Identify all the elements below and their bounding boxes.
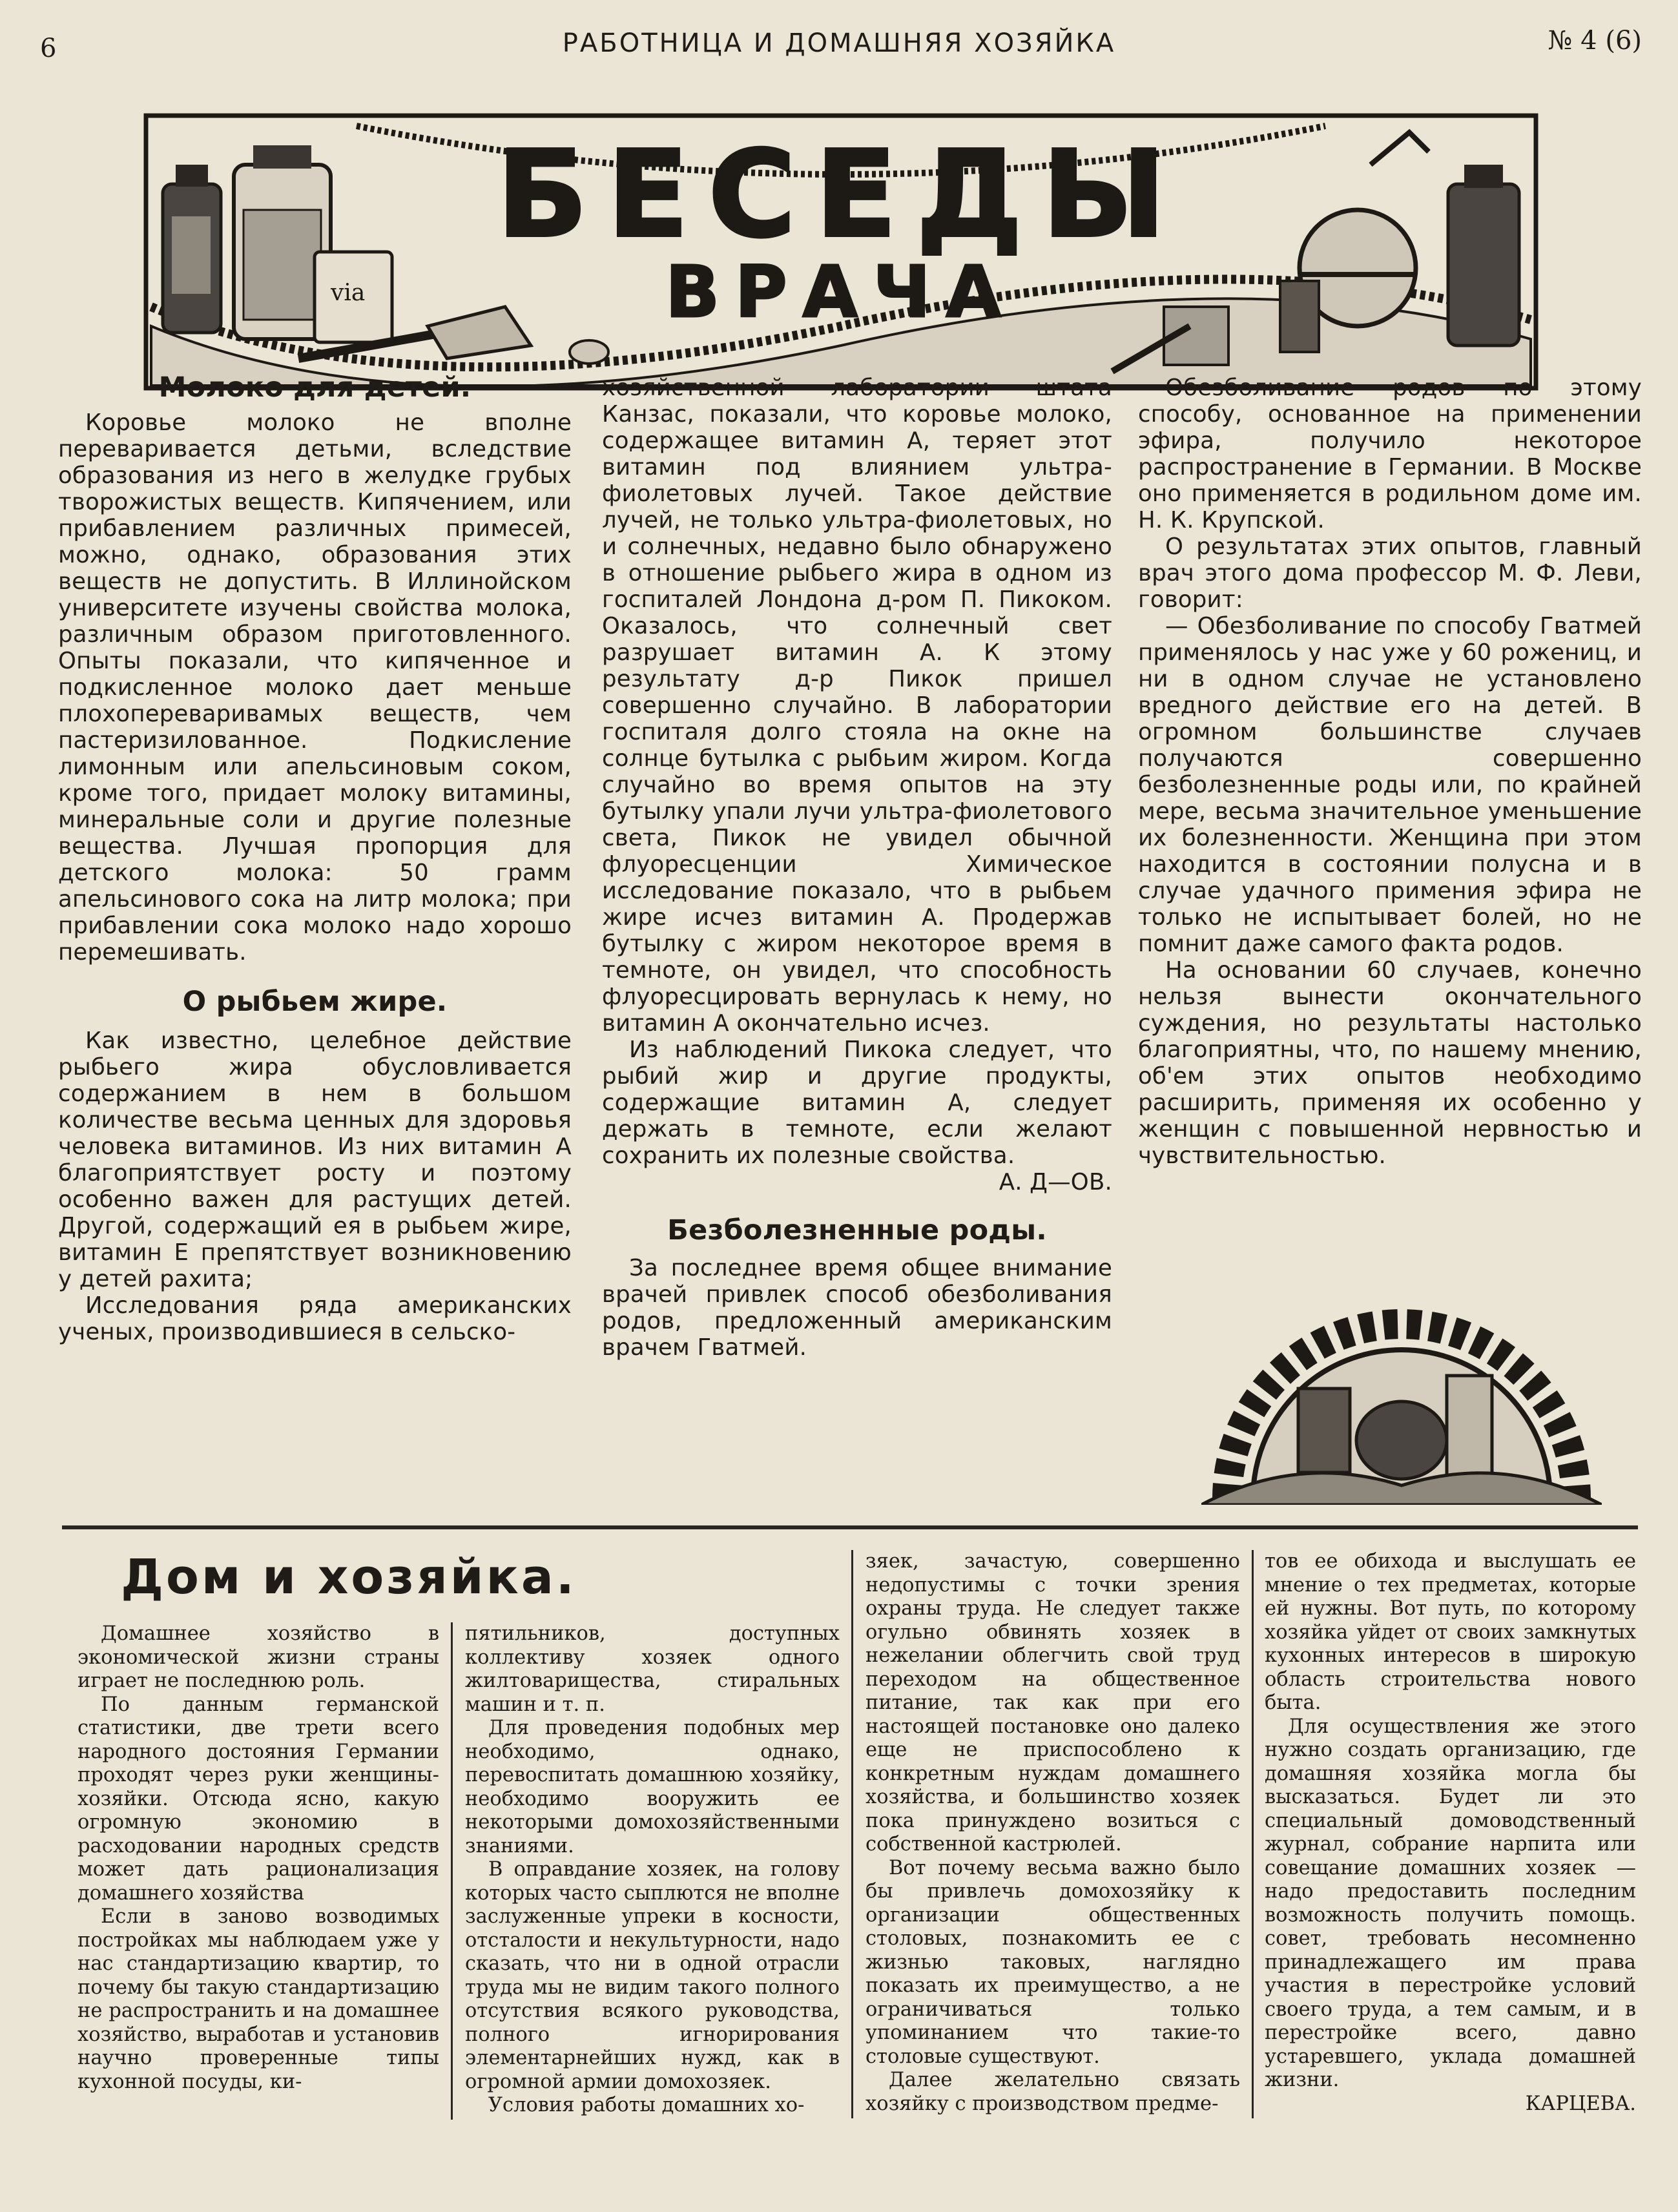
paragraph: зяек, зачастую, совершенно недопустимы с точки зрения охраны труда. Не следует также огульно обвинять хозяек в нежелании облегчить свой труд переходом на общественное питание, так как при его настоящей постановке оно далеко еще не приспособлено к конкретным нуждам домашнего хозяйства, и большинство хозяек пока принуждено возиться с собственной кастрюлей.	[865, 1550, 1240, 1855]
page-number: 6	[40, 34, 57, 63]
column-divider	[451, 1622, 453, 2120]
paragraph: Далее желательно связать хозяйку с производством предме-	[865, 2069, 1240, 2115]
column-divider	[1252, 1550, 1254, 2118]
lower-column-2	[465, 1622, 840, 2118]
bottle-label: via	[331, 280, 366, 306]
paragraph: В оправдание хозяек, на голову которых часто сыплются не вполне заслуженные упреки в косности, отсталости и некультурности, надо сказать, что ни в одной отрасли труда мы не видим такого полного отсутствия всякого руководства, полного игнорирования элементарнейших нужд, как в огромной армии домохозяек.	[465, 1858, 840, 2093]
paragraph: Для осуществления же этого нужно создать организацию, где домашняя хозяйка могла бы высказаться. Будет ли это специальный домоводственный журнал, собрание нарпита или совещание домашних хозяек — надо предоставить последним возможность получить помощь. совет, требовать несомненно принадлежащего им права участия в перестройке условий своего труда, а тем самым, и в перестройке всего, давно устаревшего, уклада домашней жизни.	[1265, 1715, 1636, 2091]
signature: А. Д—ОВ.	[999, 1169, 1112, 1195]
gear-ornament-icon	[1201, 1292, 1602, 1505]
paragraph: тов ее обихода и выслушать ее мнение о тех предметах, которые ей нужны. Вот путь, по которому хозяйка уйдет от своих замкнутых кухонных интересов в широкую область строительства нового быта.	[1265, 1550, 1636, 1714]
heading-fish-oil: О рыбьем жире.	[182, 986, 448, 1018]
paragraph: Исследования ряда американских ученых, производившиеся в сельско-	[58, 1292, 572, 1345]
article-column-2	[602, 375, 1112, 1361]
issue-number: № 4 (6)	[1548, 26, 1642, 56]
paragraph: Коровье молоко не вполне переваривается детьми, вследствие образования из него в желудке грубых творожистых веществ. Кипячением, или прибавлением различных примесей, можно, однако, образования этих веществ не допустить. В Иллинойском университете изучены свойства молока, различным образом приготовленного. Опыты показали, что кипяченное и подкисленное молоко дает меньше плохопереваривамых веществ, чем пастеризилованное. Подкисление лимонным или апельсиновым соком, кроме того, придает молоку витамины, минеральные соли и другие полезные вещества. Лучшая пропорция для детского молока: 50 грамм апельсинового сока на литр молока; при прибавлении сока молоко надо хорошо перемешивать.	[58, 409, 572, 966]
heading-milk-for-children: Молоко для детей.	[158, 371, 471, 404]
doctor-talks-banner	[143, 113, 1538, 391]
paragraph: По данным германской статистики, две трети всего народного достояния Германии проходят через руки женщины-хозяйки. Отсюда ясно, какую огромную экономию в расходовании народных средств может дать рационализация домашнего хозяйства	[78, 1693, 439, 1905]
paragraph: Из наблюдений Пикока следует, что рыбий жир и другие продукты, содержащие витамин А, следует держать в темноте, если желают сохранить их полезные свойства.	[602, 1037, 1112, 1169]
paragraph: Если в заново возводимых постройках мы наблюдаем уже у нас стандартизацию квартир, то почему бы такую стандартизацию не распространить и на домашнее хозяйство, выработав и установив научно проверенные типы кухонной посуды, ки-	[78, 1905, 439, 2093]
lower-column-4	[1265, 1550, 1636, 2116]
paragraph: Как известно, целебное действие рыбьего жира обусловливается содержанием в нем в большом количестве весьма ценных для здоровья человека витаминов. Из них витамин А благоприятствует росту и поэтому особенно важен для растущих детей. Другой, содержащий ея в рыбьем жире, витамин Е препятствует возникновению у детей рахита;	[58, 1028, 572, 1292]
article-column-1	[58, 369, 572, 1345]
signature: КАРЦЕВА.	[1525, 2092, 1636, 2115]
banner-subtitle: ВРАЧА	[665, 251, 1017, 333]
paragraph: На основании 60 случаев, конечно нельзя вынести окончательного суждения, но результаты настолько благоприятны, что, по нашему мнению, об'ем этих опытов необходимо расширить, применяя их особенно у женщин с повышенной нервностью и чувствительностью.	[1138, 957, 1642, 1169]
paragraph: хозяйственной лаборатории штата Канзас, показали, что коровье молоко, содержащее витамин А, теряет этот витамин под влиянием ультра-фиолетовых лучей. Такое действие лучей, не только ультра-фиолетовых, но и солнечных, недавно было обнаружено в отношение рыбьего жира в одном из госпиталей Лондона д-ром П. Пикоком. Оказалось, что солнечный свет разрушает витамин А. К этому результату д-р Пикок пришел совершенно случайно. В лаборатории госпиталя долго стояла на окне на солнце бутылка с рыбьим жиром. Когда случайно во время опытов на эту бутылку упали лучи ультра-фиолетового света, Пикок не увидел обычной флуоресценции Химическое исследование показало, что в рыбьем жире исчез витамин А. Продержав бутылку с жиром некоторое время в темноте, он увидел, что способность флуоресцировать вернулась к нему, но витамин А окончательно исчез.	[602, 375, 1112, 1037]
heading-painless-childbirth: Безболезненные роды.	[667, 1214, 1047, 1246]
article-column-3	[1138, 375, 1642, 1169]
column-divider	[851, 1550, 853, 2118]
lower-column-1	[78, 1622, 439, 2094]
paragraph: За последнее время общее внимание врачей привлек способ обезболивания родов, предложенный американским врачем Гватмей.	[602, 1255, 1112, 1361]
lower-column-3	[865, 1550, 1240, 2116]
paragraph: пятильников, доступных коллективу хозяек одного жилтоварищества, стиральных машин и т. п.	[465, 1622, 840, 1716]
paragraph: Условия работы домашних хо-	[488, 2094, 805, 2116]
section-divider	[62, 1525, 1638, 1529]
paragraph: Домашнее хозяйство в экономической жизни страны играет не последнюю роль.	[78, 1622, 439, 1692]
journal-title: РАБОТНИЦА И ДОМАШНЯЯ ХОЗЯЙКА	[562, 28, 1116, 58]
paragraph: Вот почему весьма важно было бы привлечь домохозяйку к организации общественных столовых, познакомить ее с жизнью таковых, наглядно показать их преимущество, а не ограничиваться только упоминанием что такие-то столовые существуют.	[865, 1856, 1240, 2068]
paragraph: — Обезболивание по способу Гватмей применялось у нас уже у 60 рожениц, и ни в одном случае не установлено вредного действие его на детей. В огромном большинстве случаев получаются совершенно безболезненные роды или, по крайней мере, весьма значительное уменьшение их болезненности. Женщина при этом находится в состоянии полусна и в случае удачного примения эфира не только не испытывает болей, но не помнит даже самого факта родов.	[1138, 613, 1642, 957]
paragraph: Обезболивание родов по этому способу, основанное на применении эфира, получило некоторое распространение в Германии. В Москве оно применяется в родильном доме им. Н. К. Крупской.	[1138, 375, 1642, 533]
paragraph: Для проведения подобных мер необходимо, однако, перевоспитать домашнюю хозяйку, необходимо вооружить ее некоторыми домохозяйственными знаниями.	[465, 1717, 840, 1857]
paragraph: О результатах этих опытов, главный врач этого дома профессор М. Ф. Леви, говорит:	[1138, 533, 1642, 613]
article-title-home-and-housewife: Дом и хозяйка.	[121, 1549, 577, 1605]
banner-title: БЕСЕДЫ	[497, 125, 1185, 264]
